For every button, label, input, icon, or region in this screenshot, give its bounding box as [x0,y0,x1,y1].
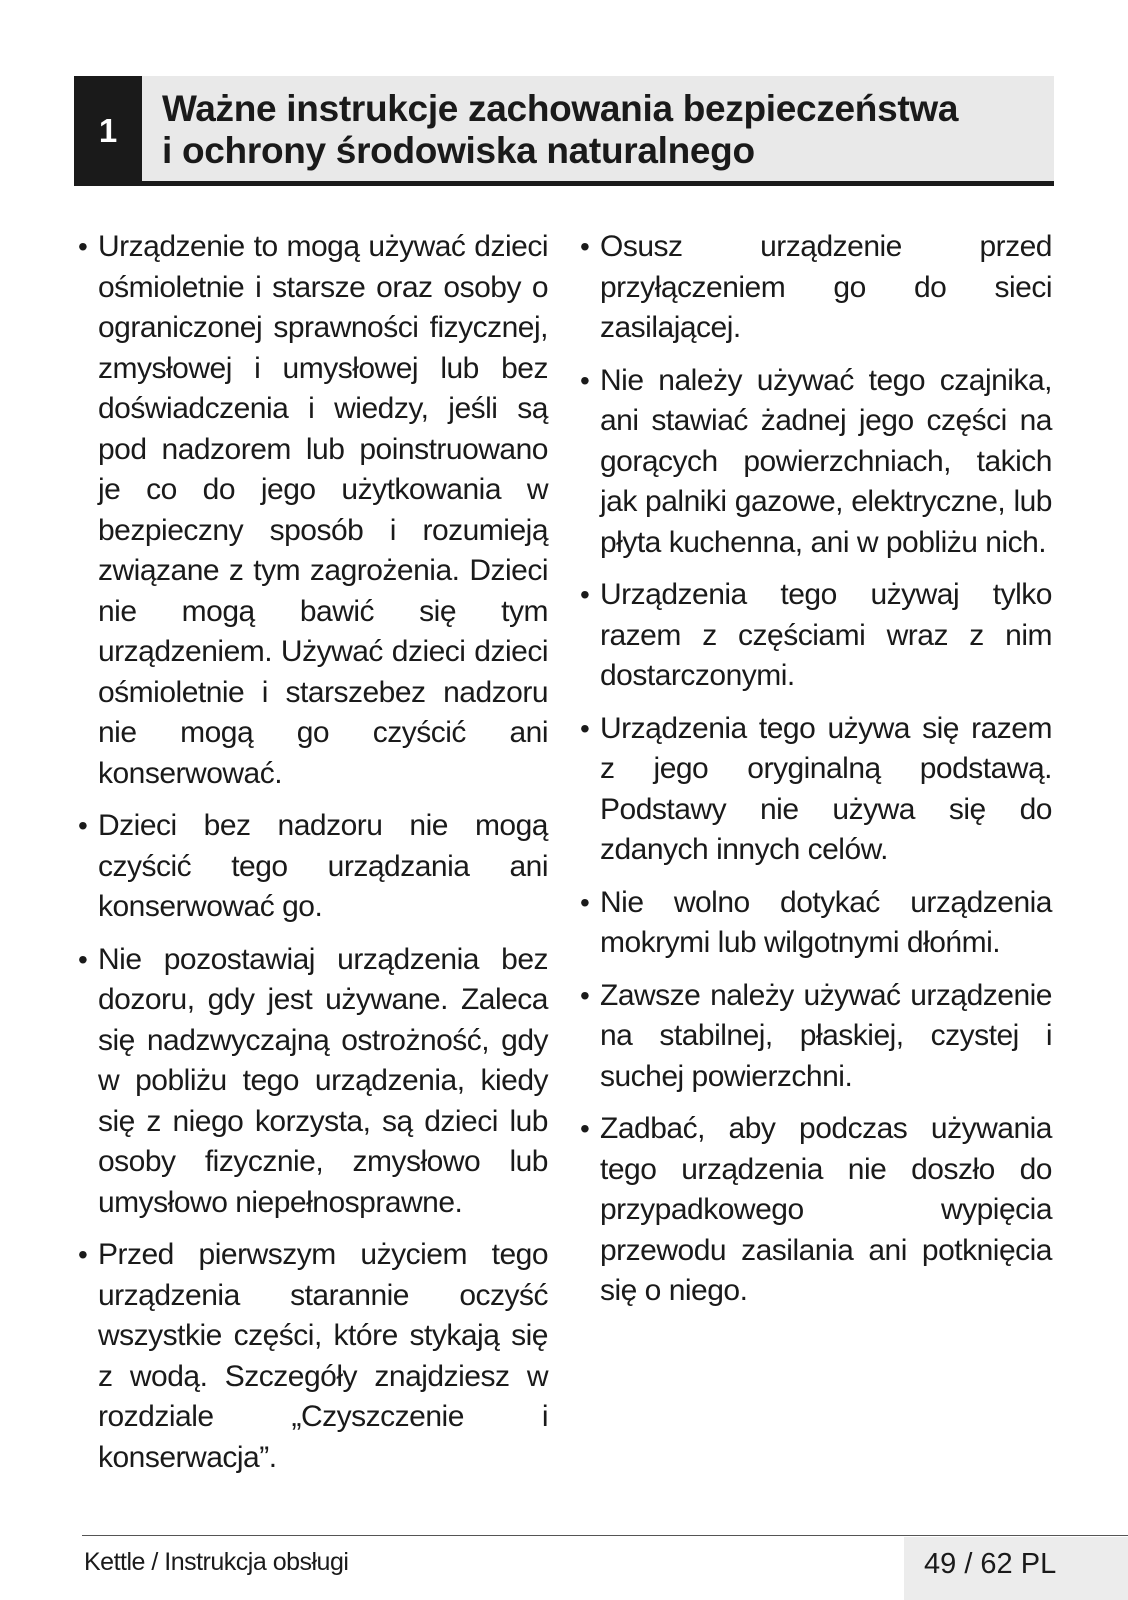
chapter-title-line-2: i ochrony środowiska naturalnego [162,130,755,171]
list-item [580,1109,1052,1312]
chapter-header [74,76,1054,186]
list-item [580,709,1052,871]
footer-document-title: Kettle / Instrukcja obsługi [84,1548,349,1576]
list-item-text: Urządzenie to mogą używać dzieci ośmioletnie i starsze oraz osoby o ograniczonej sprawności fizycznej, zmysłowej i umysłowej lub bez doświadczenia i wiedzy, jeśli są pod nadzorem lub poinstruowano je co do jego użytkowania w bezpieczny sposób i rozumieją związane z tym zagrożenia. Dzieci nie mogą bawić się tym urządzeniem. Używać dzieci dzieci ośmioletnie i starszebez nadzoru nie mogą go czyścić ani konserwować. [98,230,548,790]
left-column-list [78,227,548,1490]
list-item-text: Nie należy używać tego czajnika, ani stawiać żadnej jego części na gorących powierzchniach, takich jak palniki gazowe, elektryczne, lub płyta kuchenna, ani w pobliżu nich. [600,363,1052,559]
page-number-box [904,1537,1128,1600]
list-item [78,940,548,1224]
bullet-icon: • [78,231,88,262]
bullet-icon: • [580,712,590,744]
list-item [580,976,1052,1098]
list-item-text: Przed pierwszym użyciem tego urządzenia starannie oczyść wszystkie części, które stykają się z wodą. Szczegóły znajdziesz w rozdziale „Czyszczenie i konserwacja”. [98,1238,548,1474]
list-item [580,883,1052,964]
chapter-title [162,88,1047,172]
list-item [580,361,1052,564]
chapter-number: 1 [74,76,142,186]
list-item [580,575,1052,697]
list-item [78,1235,548,1478]
list-item-text: Nie wolno dotykać urządzenia mokrymi lub wilgotnymi dłońmi. [600,885,1052,959]
bullet-icon: • [580,979,590,1011]
list-item [78,227,548,794]
list-item [78,806,548,928]
right-column-list [580,227,1052,1324]
page-number: 49 / 62 PL [924,1548,1057,1580]
bullet-icon: • [580,1113,590,1144]
footer-divider [82,1535,1128,1536]
list-item-text: Urządzenia tego używaj tylko razem z częściami wraz z nim dostarczonymi. [600,578,1052,692]
bullet-icon: • [78,810,88,841]
bullet-icon: • [78,1239,88,1270]
list-item-text: Zadbać, aby podczas używania tego urządzenia nie doszło do przypadkowego wypięcia przewodu zasilania ani potknięcia się o niego. [600,1112,1052,1307]
list-item [580,227,1052,349]
bullet-icon: • [580,579,590,610]
bullet-icon: • [580,364,590,396]
list-item-text: Dzieci bez nadzoru nie mogą czyścić tego urządzania ani konserwować go. [98,809,548,923]
bullet-icon: • [580,231,590,262]
bullet-icon: • [580,886,590,918]
list-item-text: Urządzenia tego używa się razem z jego oryginalną podstawą. Podstawy nie używa się do zdanych innych celów. [600,711,1052,866]
list-item-text: Zawsze należy używać urządzenie na stabilnej, płaskiej, czystej i suchej powierzchni. [600,978,1052,1093]
chapter-title-line-1: Ważne instrukcje zachowania bezpieczeństwa [162,88,959,129]
list-item-text: Osusz urządzenie przed przyłączeniem go do sieci zasilającej. [600,230,1052,344]
bullet-icon: • [78,943,88,975]
list-item-text: Nie pozostawiaj urządzenia bez dozoru, gdy jest używane. Zaleca się nadzwyczajną ostrożność, gdy w pobliżu tego urządzenia, kiedy się z niego korzysta, są dzieci lub osoby fizycznie, zmysłowo lub umysłowo niepełnosprawne. [98,942,548,1219]
